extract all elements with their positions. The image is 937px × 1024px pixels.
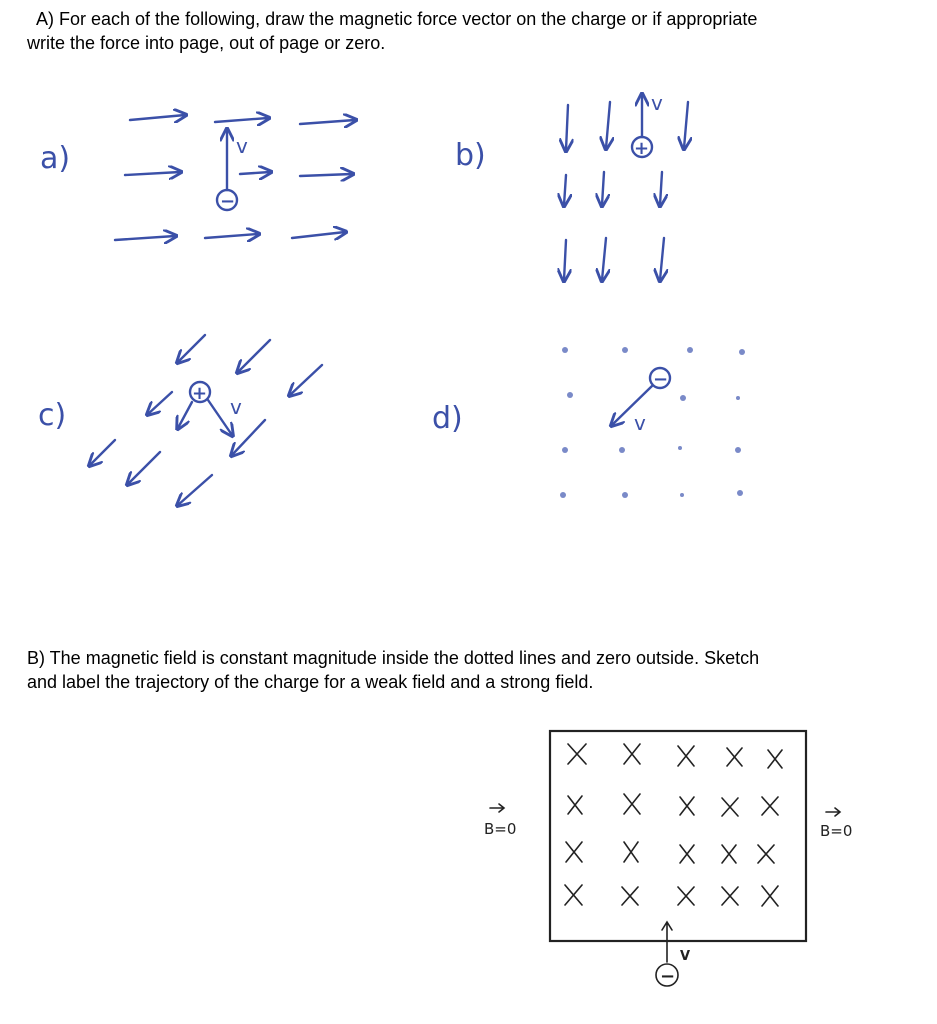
field-arrow <box>564 175 566 205</box>
velocity-label: v <box>651 91 663 115</box>
field-zero-right-text: B=0 <box>820 822 853 840</box>
velocity-label: v <box>230 395 242 419</box>
field-dot <box>560 492 566 498</box>
field-dot <box>687 347 693 353</box>
question-b-line-1: B) The magnetic field is constant magnitude inside the dotted lines and zero outside. Sketch <box>27 648 760 668</box>
cross-mark <box>678 887 694 905</box>
cross-mark <box>624 794 640 814</box>
cross-mark <box>762 886 778 906</box>
field-dot <box>735 447 741 453</box>
negative-sign: − <box>653 369 669 390</box>
diagram-a-negative-charge <box>217 130 248 212</box>
cross-mark <box>680 845 694 863</box>
cross-mark <box>722 798 738 816</box>
diagram-c-positive-charge <box>178 382 242 435</box>
field-arrow <box>178 475 212 505</box>
field-arrow <box>238 340 270 372</box>
field-arrow <box>215 118 268 122</box>
field-arrow <box>205 234 258 238</box>
field-arrow <box>602 238 606 280</box>
positive-sign: + <box>192 383 208 404</box>
field-arrow <box>178 402 192 428</box>
field-arrow <box>128 452 160 484</box>
diagram-c-field-arrows <box>90 335 322 505</box>
field-dot <box>562 347 568 353</box>
question-a-line-2: write the force into page, out of page or zero. <box>27 33 386 53</box>
cross-mark <box>566 842 582 862</box>
diagram-b-field-arrows <box>564 102 688 280</box>
cross-mark <box>678 746 694 766</box>
field-dot <box>680 493 684 497</box>
cross-mark <box>680 797 694 815</box>
field-arrow <box>178 335 205 362</box>
diagram-b-label: b) <box>455 138 486 173</box>
diagram-a-field-arrows <box>115 115 355 240</box>
field-zero-right-label <box>820 808 852 840</box>
field-dot <box>567 392 573 398</box>
cross-mark <box>722 845 736 863</box>
question-a-line-1: A) For each of the following, draw the magnetic force vector on the charge or if appropriate <box>36 9 758 29</box>
field-arrow <box>300 120 355 124</box>
field-arrow <box>564 240 566 280</box>
field-arrow <box>566 105 568 150</box>
diagram-c-label: c) <box>38 398 67 433</box>
cross-mark <box>624 842 638 862</box>
field-zero-left-label <box>484 804 516 838</box>
field-arrow <box>290 365 322 395</box>
field-arrow <box>232 420 265 455</box>
field-arrow <box>606 102 610 148</box>
negative-sign: − <box>220 191 236 212</box>
diagram-b-positive-charge <box>632 91 663 159</box>
field-arrow <box>90 440 115 465</box>
field-region-box <box>550 731 806 941</box>
diagram-a-label: a) <box>40 141 71 176</box>
field-zero-left-text: B=0 <box>484 820 517 838</box>
question-b-line-2: and label the trajectory of the charge for a weak field and a strong field. <box>27 672 594 692</box>
field-arrow <box>602 172 604 205</box>
field-arrow <box>660 172 662 205</box>
cross-mark <box>722 887 738 905</box>
part-b-negative-charge <box>656 922 690 987</box>
cross-mark <box>624 744 640 764</box>
field-arrow <box>684 102 688 148</box>
negative-sign: − <box>660 966 676 987</box>
field-dot <box>619 447 625 453</box>
cross-mark <box>762 797 778 815</box>
positive-sign: + <box>634 138 650 159</box>
cross-mark <box>727 748 742 766</box>
field-arrow <box>130 115 185 120</box>
diagram-d-label: d) <box>432 401 463 436</box>
cross-mark <box>758 845 774 863</box>
field-arrow <box>300 174 352 176</box>
field-dot <box>678 446 682 450</box>
field-dot <box>622 347 628 353</box>
velocity-arrow <box>208 400 232 435</box>
field-arrow <box>292 232 345 238</box>
field-arrow <box>148 392 172 414</box>
cross-mark <box>568 744 586 764</box>
velocity-label: v <box>634 411 646 435</box>
field-dot <box>622 492 628 498</box>
field-into-page-crosses <box>565 744 782 906</box>
field-arrow <box>125 172 180 175</box>
cross-mark <box>622 887 638 905</box>
cross-mark <box>565 885 582 905</box>
cross-mark <box>768 750 782 768</box>
field-dot <box>736 396 740 400</box>
field-dot <box>739 349 745 355</box>
velocity-label: v <box>236 134 248 158</box>
cross-mark <box>568 796 582 814</box>
diagram-d-negative-charge <box>612 368 670 435</box>
field-dot <box>680 395 686 401</box>
field-dot <box>562 447 568 453</box>
field-arrow <box>240 172 270 174</box>
velocity-arrow <box>612 386 652 425</box>
velocity-label-b: V <box>680 949 691 964</box>
field-arrow <box>660 238 664 280</box>
field-dot <box>737 490 743 496</box>
field-arrow <box>115 236 175 240</box>
